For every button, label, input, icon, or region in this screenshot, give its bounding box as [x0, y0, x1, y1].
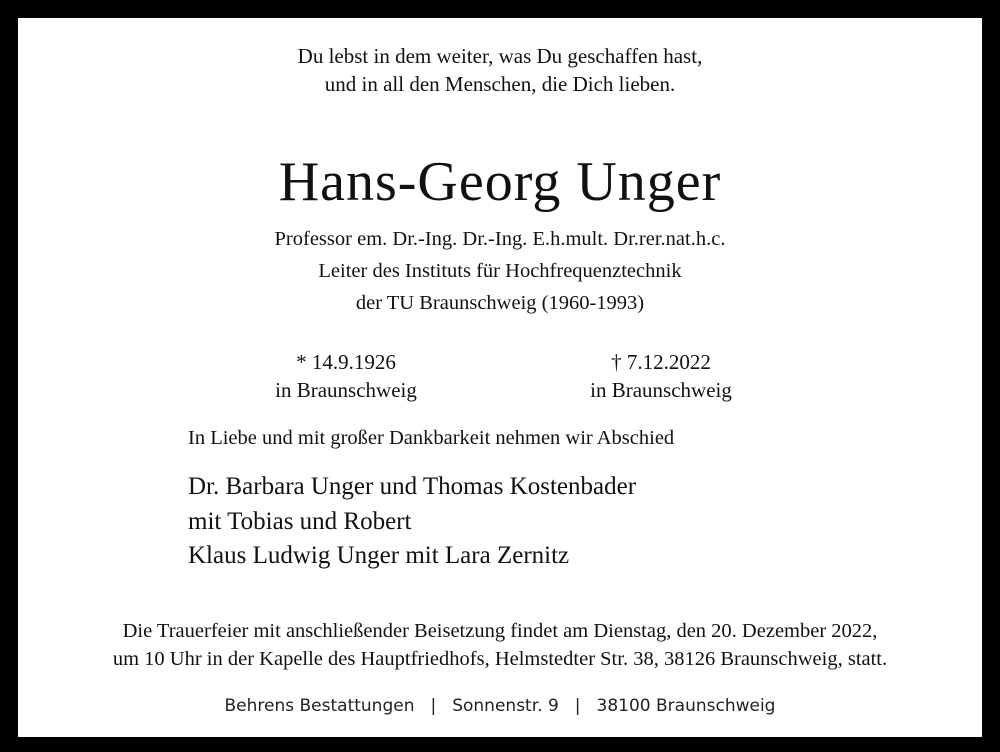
mourner-line: Dr. Barbara Unger und Thomas Kostenbader — [188, 473, 637, 500]
undertaker-footer — [18, 694, 982, 718]
undertaker-company: Behrens Bestattungen — [224, 696, 415, 716]
death-place: in Braunschweig — [590, 378, 732, 402]
death-info — [531, 348, 791, 404]
separator: | — [430, 696, 437, 716]
birth-date: * 14.9.1926 — [296, 350, 396, 374]
deceased-name: Hans-Georg Unger — [278, 151, 722, 213]
mourners-list — [188, 470, 636, 574]
institution-line: der TU Braunschweig (1960-1993) — [355, 292, 645, 314]
birth-info — [216, 348, 476, 404]
funeral-details-line-1: Die Trauerfeier mit anschließender Beisetzung findet am Dienstag, den 20. Dezember 2022, — [122, 620, 878, 642]
motto-line-2: und in all den Menschen, die Dich lieben. — [324, 72, 676, 96]
motto-line-1: Du lebst in dem weiter, was Du geschaffen hast, — [297, 44, 703, 68]
mourner-line: mit Tobias und Robert — [188, 507, 412, 535]
undertaker-city: 38100 Braunschweig — [596, 696, 776, 716]
academic-title: Professor em. Dr.-Ing. Dr.-Ing. E.h.mult. Dr.rer.nat.h.c. — [274, 228, 726, 250]
position-line: Leiter des Instituts für Hochfrequenztechnik — [318, 260, 682, 282]
funeral-details-line-2: um 10 Uhr in der Kapelle des Hauptfriedhofs, Helmstedter Str. 38, 38126 Braunschweig, statt. — [112, 648, 888, 670]
farewell-text: In Liebe und mit großer Dankbarkeit nehmen wir Abschied — [188, 427, 675, 449]
death-date: † 7.12.2022 — [611, 350, 711, 374]
separator: | — [574, 696, 581, 716]
mourner-line: Klaus Ludwig Unger mit Lara Zernitz — [188, 542, 570, 569]
birth-place: in Braunschweig — [275, 378, 417, 402]
undertaker-street: Sonnenstr. 9 — [452, 696, 559, 716]
